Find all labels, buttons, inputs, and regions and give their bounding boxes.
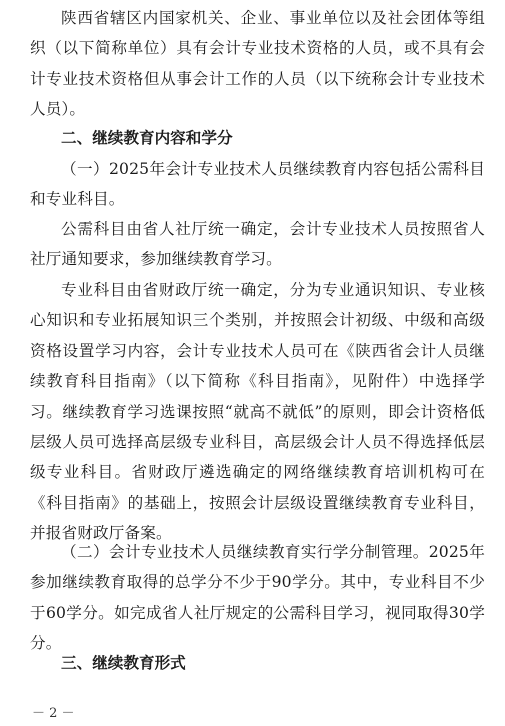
section-heading-content-credits: 二、继续教育内容和学分 [61,129,233,147]
paragraph-scope: 陕西省辖区内国家机关、企业、事业单位以及社会团体等组织（以下简称单位）具有会计专业技术资格的人员，或不具有会计专业技术资格但从事会计工作的人员（以下统称会计专业技术人员）。 [30,9,485,119]
section-heading-education-forms: 三、继续教育形式 [61,654,186,672]
paragraph-professional-subjects: 专业科目由省财政厅统一确定，分为专业通识知识、专业核心知识和专业拓展知识三个类别，并按照会计初级、中级和高级资格设置学习内容，会计专业技术人员可在《陕西省会计人员继续教育科目指南》（以下简称《科目指南》，见附件）中选择学习。继续教育学习选课按照“就高不就低”的原则，即会计资格低层级人员可选择高层级专业科目，高层级会计人员不得选择低层级专业科目。省财政厅遴选确定的网络继续教育培训机构可在《科目指南》的基础上，按照会计层级设置继续教育专业科目，并报省财政厅备案。 [30,281,485,543]
paragraph-content-scope: （一）2025年会计专业技术人员继续教育内容包括公需科目和专业科目。 [30,160,485,209]
paragraph-credit-system: （二）会计专业技术人员继续教育实行学分制管理。2025年参加继续教育取得的总学分不少于90学分。其中，专业科目不少于60学分。如完成省人社厅规定的公需科目学习，视同取得30学分。 [30,543,485,653]
page-number: － 2 － [32,706,75,721]
paragraph-public-subjects: 公需科目由省人社厅统一确定，会计专业技术人员按照省人社厅通知要求，参加继续教育学习。 [30,220,485,269]
